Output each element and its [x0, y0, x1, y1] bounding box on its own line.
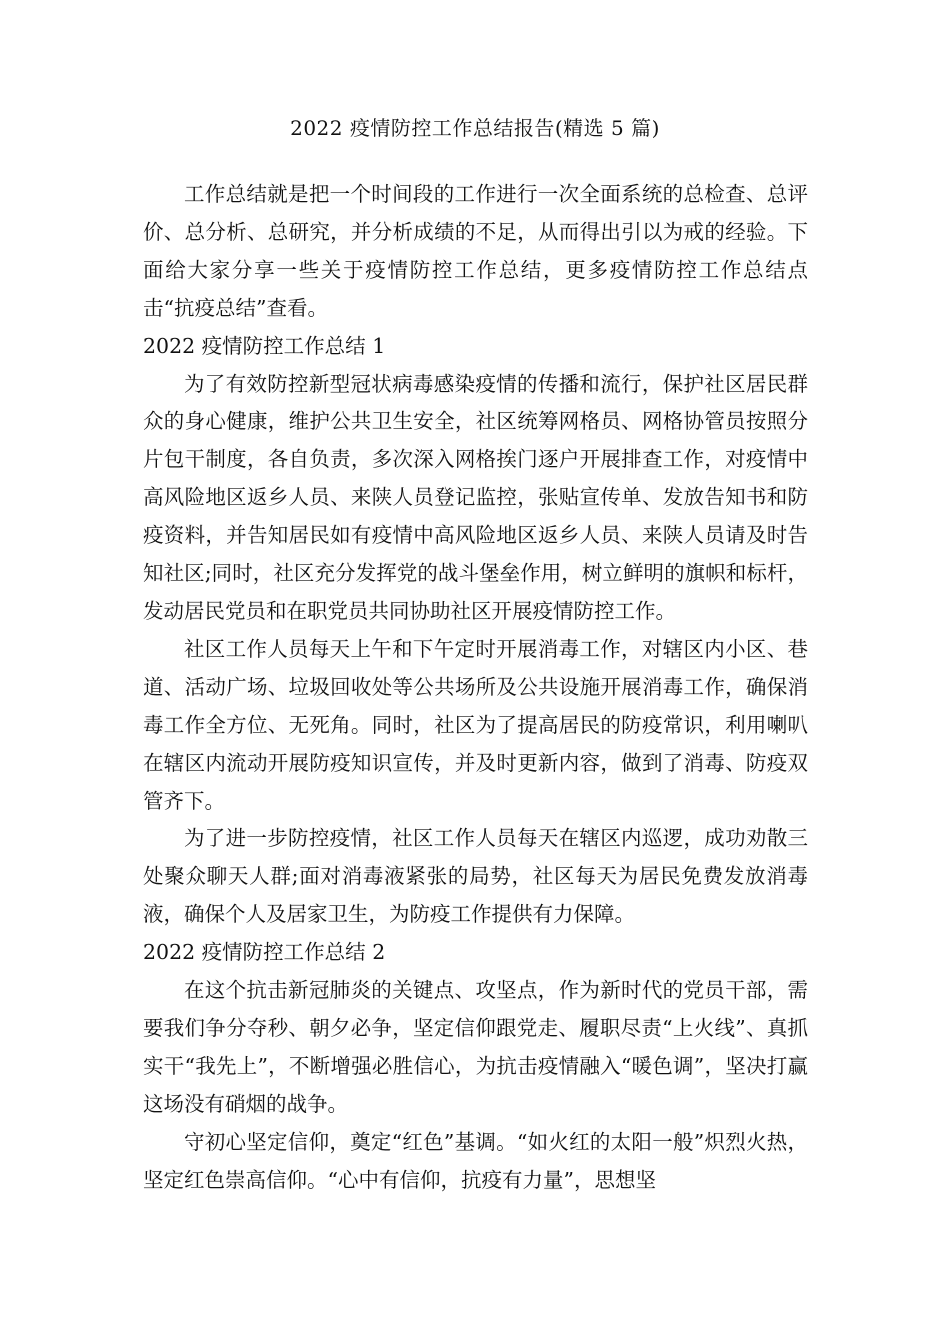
section-1-paragraph-2: 社区工作人员每天上午和下午定时开展消毒工作，对辖区内小区、巷道、活动广场、垃圾回收处等公共场所及公共设施开展消毒工作，确保消毒工作全方位、无死角。同时，社区为了提高居民的防疫常识，利用喇叭在辖区内流动开展防疫知识宣传，并及时更新内容，做到了消毒、防疫双管齐下。 — [143, 636, 808, 813]
document-body — [143, 176, 808, 1199]
section-1-paragraph-3: 为了进一步防控疫情，社区工作人员每天在辖区内巡逻，成功劝散三处聚众聊天人群;面对消毒液紧张的局势，社区每天为居民免费发放消毒液，确保个人及居家卫生，为防疫工作提供有力保障。 — [143, 826, 808, 927]
section-2-heading: 2022 疫情防控工作总结 2 — [143, 940, 386, 965]
section-2-paragraph-2: 守初心坚定信仰，奠定“红色”基调。“如火红的太阳一般”炽烈火热，坚定红色崇高信仰。“心中有信仰，抗疫有力量”，思想坚 — [143, 1129, 808, 1192]
document-title: 2022 疫情防控工作总结报告(精选 5 篇) — [290, 116, 660, 140]
intro-paragraph: 工作总结就是把一个时间段的工作进行一次全面系统的总检查、总评价、总分析、总研究，并分析成绩的不足，从而得出引以为戒的经验。下面给大家分享一些关于疫情防控工作总结，更多疫情防控工作总结点击“抗疫总结”查看。 — [143, 182, 808, 320]
section-1-heading: 2022 疫情防控工作总结 1 — [143, 333, 386, 358]
section-1-paragraph-1: 为了有效防控新型冠状病毒感染疫情的传播和流行，保护社区居民群众的身心健康，维护公共卫生安全，社区统筹网格员、网格协管员按照分片包干制度，各自负责，多次深入网格挨门逐户开展排查工作，对疫情中高风险地区返乡人员、来陕人员登记监控，张贴宣传单、发放告知书和防疫资料，并告知居民如有疫情中高风险地区返乡人员、来陕人员请及时告知社区;同时，社区充分发挥党的战斗堡垒作用，树立鲜明的旗帜和标杆，发动居民党员和在职党员共同协助社区开展疫情防控工作。 — [143, 371, 808, 623]
section-2-paragraph-1: 在这个抗击新冠肺炎的关键点、攻坚点，作为新时代的党员干部，需要我们争分夺秒、朝夕必争，坚定信仰跟党走、履职尽责“上火线”、真抓实干“我先上”，不断增强必胜信心，为抗击疫情融入“暖色调”，坚决打赢这场没有硝烟的战争。 — [143, 978, 808, 1116]
